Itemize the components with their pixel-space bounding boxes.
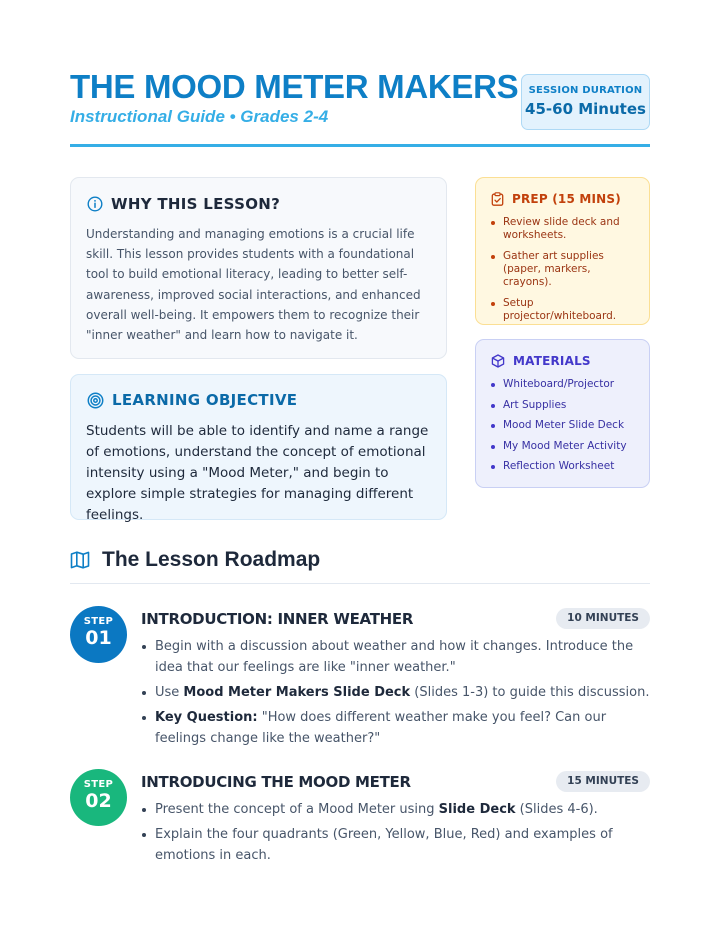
bullet-text: (Slides 1-3) to guide this discussion. [410, 685, 650, 700]
list-item [141, 682, 651, 703]
session-duration-label: SESSION DURATION [528, 85, 643, 96]
why-lesson-heading: WHY THIS LESSON? [111, 195, 281, 213]
list-item [141, 799, 651, 820]
why-lesson-header [87, 195, 280, 213]
bullet-bold-text: Key Question: [155, 710, 258, 725]
materials-list [490, 378, 640, 481]
list-item: Gather art supplies (paper, markers, crayons). [490, 250, 640, 289]
prep-header [491, 192, 621, 206]
why-lesson-card [70, 177, 447, 359]
cube-icon [491, 354, 505, 368]
roadmap-divider [70, 583, 650, 584]
page-subtitle: Instructional Guide • Grades 2-4 [70, 107, 329, 126]
list-item: Setup projector/whiteboard. [490, 297, 640, 323]
why-lesson-body: Understanding and managing emotions is a crucial life skill. This lesson provides students with a foundational tool to build emotional literacy, leading to better self-awareness, improved social interactions, and enhanced overall well-being. It empowers them to recognize their "inner weather" and learn how to navigate it. [86, 227, 421, 343]
materials-card [475, 339, 650, 488]
step-label: STEP [83, 616, 114, 627]
step-label: STEP [83, 779, 114, 790]
step-time-badge: 15 MINUTES [556, 771, 650, 792]
step-time-badge: 10 MINUTES [556, 608, 650, 629]
step-bullets [141, 799, 651, 870]
step-badge [70, 769, 127, 826]
info-icon [87, 196, 103, 212]
list-item: Review slide deck and worksheets. [490, 216, 640, 242]
target-icon [87, 392, 104, 409]
learning-objective-heading: LEARNING OBJECTIVE [112, 391, 298, 409]
list-item: Mood Meter Slide Deck [490, 419, 640, 432]
bullet-text: (Slides 4-6). [515, 802, 598, 817]
clipboard-check-icon [491, 192, 504, 206]
roadmap-header [70, 548, 320, 572]
bullet-text: "How does different weather make you feel? Can our feelings change like the weather?" [155, 710, 607, 746]
materials-heading: MATERIALS [513, 354, 591, 368]
page-title: THE MOOD METER MAKERS [70, 68, 519, 105]
list-item: Reflection Worksheet [490, 460, 640, 473]
session-duration-box [521, 74, 650, 130]
list-item [141, 707, 651, 749]
bullet-text: Use [155, 685, 184, 700]
bullet-text: Explain the four quadrants (Green, Yellow, Blue, Red) and examples of emotions in each. [155, 827, 613, 863]
list-item: Art Supplies [490, 399, 640, 412]
step-title: INTRODUCING THE MOOD METER [141, 773, 411, 791]
learning-objective-card [70, 374, 447, 523]
session-duration-value: 45-60 Minutes [525, 100, 646, 118]
learning-objective-body: Students will be able to identify and name a range of emotions, understand the concept of emotional intensity using a "Mood Meter," and begin to explore simple strategies for managing different feelings. [86, 423, 429, 523]
list-item [141, 824, 651, 866]
step-number: 01 [85, 627, 112, 649]
header-divider [70, 144, 650, 147]
bullet-bold-text: Slide Deck [438, 802, 516, 817]
bullet-text: Begin with a discussion about weather and how it changes. Introduce the idea that our feelings are like "inner weather." [155, 639, 634, 675]
prep-card [475, 177, 650, 325]
prep-heading: PREP (15 MINS) [512, 192, 621, 206]
list-item: Whiteboard/Projector [490, 378, 640, 391]
roadmap-title: The Lesson Roadmap [102, 548, 321, 571]
page-header [70, 68, 650, 148]
materials-header [491, 354, 591, 368]
map-icon [70, 551, 90, 569]
list-item [141, 636, 651, 678]
list-item: My Mood Meter Activity [490, 440, 640, 453]
learning-objective-header [87, 391, 297, 409]
step-title: INTRODUCTION: INNER WEATHER [141, 610, 414, 628]
step-bullets [141, 636, 651, 753]
step-badge [70, 606, 127, 663]
prep-list [490, 216, 640, 331]
bullet-bold-text: Mood Meter Makers Slide Deck [183, 685, 411, 700]
step-number: 02 [85, 790, 112, 812]
bullet-text: Present the concept of a Mood Meter using [155, 802, 439, 817]
